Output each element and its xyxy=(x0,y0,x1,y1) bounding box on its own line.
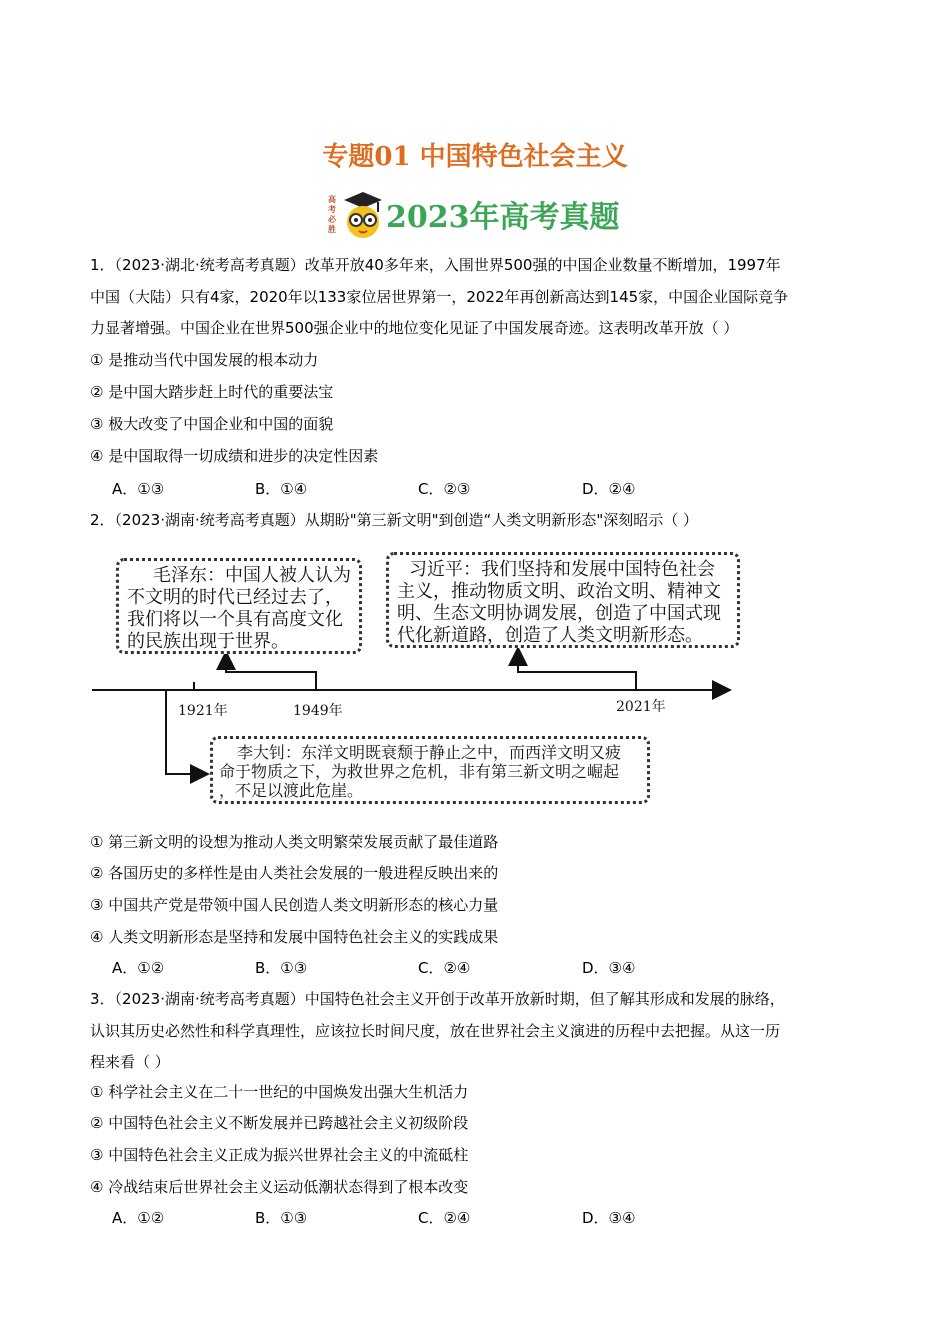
xi-quote-box xyxy=(386,552,740,648)
q2-statement-1: ① 第三新文明的设想为推动人类文明繁荣发展贡献了最佳道路 xyxy=(90,833,499,851)
xi-quote-line-2: 主义，推动物质文明、政治文明、精神文 xyxy=(397,581,721,602)
mao-quote-line-4: 的民族出现于世界。 xyxy=(127,631,289,652)
q2-statement-2: ② 各国历史的多样性是由人类社会发展的一般进程反映出来的 xyxy=(90,864,499,882)
li-quote-line-3: ，不足以渡此危崖。 xyxy=(219,781,364,800)
li-quote-line-1: 李大钊：东洋文明既衰颓于静止之中，而西洋文明又疲 xyxy=(237,743,622,762)
li-quote-line-2: 命于物质之下，为救世界之危机，非有第三新文明之崛起 xyxy=(219,762,620,781)
q2-option-d[interactable]: D．③④ xyxy=(582,959,636,977)
q1-statement-2: ② 是中国大踏步赶上时代的重要法宝 xyxy=(90,383,334,401)
q2-statement-4: ④ 人类文明新形态是坚持和发展中国特色社会主义的实践成果 xyxy=(90,928,499,946)
q1-stem-line-3: 力显著增强。中国企业在世界500强企业中的地位变化见证了中国发展奇迹。这表明改革开放（ ） xyxy=(90,319,739,337)
owl-graduation-cap-icon xyxy=(342,190,384,242)
q2-option-c[interactable]: C．②④ xyxy=(418,959,471,977)
q3-option-b[interactable]: B．①③ xyxy=(255,1209,308,1227)
q3-stem-line-1: 3．（2023·湖南·统考高考真题）中国特色社会主义开创于改革开放新时期，但了解其形成和发展的脉络， xyxy=(90,990,785,1008)
q1-option-d[interactable]: D．②④ xyxy=(582,480,636,498)
xi-quote-line-4: 代化新道路，创造了人类文明新形态。 xyxy=(397,625,703,646)
q3-statement-1: ① 科学社会主义在二十一世纪的中国焕发出强大生机活力 xyxy=(90,1083,469,1101)
history-timeline-figure xyxy=(88,548,748,810)
xi-quote-line-3: 明、生态文明协调发展，创造了中国式现 xyxy=(397,603,721,624)
mao-quote-line-2: 不文明的时代已经过去了， xyxy=(127,587,343,608)
exam-banner xyxy=(328,190,638,242)
q2-option-b[interactable]: B．①③ xyxy=(255,959,308,977)
q2-stem-line-1: 2．（2023·湖南·统考高考真题）从期盼"第三新文明"到创造“人类文明新形态"深刻昭示（ ） xyxy=(90,511,698,529)
q1-statement-3: ③ 极大改变了中国企业和中国的面貌 xyxy=(90,415,334,433)
q2-statement-3: ③ 中国共产党是带领中国人民创造人类文明新形态的核心力量 xyxy=(90,896,499,914)
q1-option-b[interactable]: B．①④ xyxy=(255,480,308,498)
q3-stem-line-3: 程来看（ ） xyxy=(90,1053,170,1071)
q1-statement-4: ④ 是中国取得一切成绩和进步的决定性因素 xyxy=(90,447,379,465)
year-1921: 1921年 xyxy=(178,703,228,719)
q3-statement-2: ② 中国特色社会主义不断发展并已跨越社会主义初级阶段 xyxy=(90,1114,469,1132)
q1-statement-1: ① 是推动当代中国发展的根本动力 xyxy=(90,351,319,369)
q1-option-c[interactable]: C．②③ xyxy=(418,480,471,498)
li-quote-box xyxy=(210,736,650,804)
mao-quote-line-1: 毛泽东：中国人被人认为 xyxy=(153,565,351,586)
q3-statement-3: ③ 中国特色社会主义正成为振兴世界社会主义的中流砥柱 xyxy=(90,1146,469,1164)
mao-quote-line-3: 我们将以一个具有高度文化 xyxy=(127,609,343,630)
q3-statement-4: ④ 冷战结束后世界社会主义运动低潮状态得到了根本改变 xyxy=(90,1178,469,1196)
q1-stem-line-1: 1．（2023·湖北·统考高考真题）改革开放40多年来，入围世界500强的中国企业数量不断增加，1997年 xyxy=(90,256,781,274)
page-title: 专题01 中国特色社会主义 xyxy=(322,142,628,172)
year-1949: 1949年 xyxy=(293,703,343,719)
year-2021: 2021年 xyxy=(616,699,666,715)
banner-heading: 2023年高考真题 xyxy=(386,200,620,235)
q2-option-a[interactable]: A．①② xyxy=(112,959,165,977)
q3-option-c[interactable]: C．②④ xyxy=(418,1209,471,1227)
q3-option-a[interactable]: A．①② xyxy=(112,1209,165,1227)
q1-option-a[interactable]: A．①③ xyxy=(112,480,165,498)
q3-option-d[interactable]: D．③④ xyxy=(582,1209,636,1227)
banner-side-text: 高考必胜 xyxy=(328,194,336,234)
q3-stem-line-2: 认识其历史必然性和科学真理性，应该拉长时间尺度，放在世界社会主义演进的历程中去把握。从这一历 xyxy=(90,1022,781,1040)
mao-quote-box xyxy=(116,558,362,654)
q1-stem-line-2: 中国（大陆）只有4家，2020年以133家位居世界第一，2022年再创新高达到145家，中国企业国际竞争 xyxy=(90,288,789,306)
xi-quote-line-1: 习近平：我们坚持和发展中国特色社会 xyxy=(409,559,715,580)
